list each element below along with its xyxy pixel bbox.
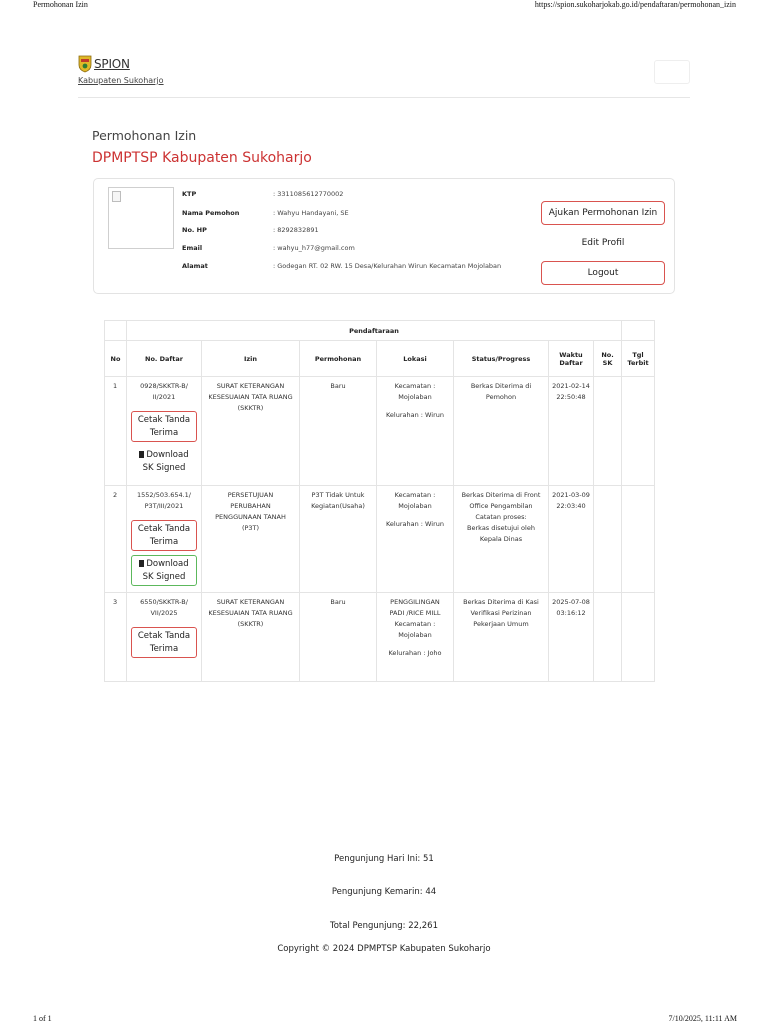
print-page-number: 1 of 1 (33, 1014, 52, 1023)
navbar-toggle-button[interactable] (654, 60, 690, 84)
row-permohonan-cell: Baru (300, 377, 377, 486)
navbar-divider (78, 97, 690, 98)
brand-logo-link[interactable] (78, 55, 164, 85)
column-header-no-daftar: No. Daftar (127, 341, 202, 377)
column-header-permohonan: Permohonan (300, 341, 377, 377)
row-permohonan-cell: Baru (300, 593, 377, 682)
visitors-yesterday: Pengunjung Kemarin: 44 (331, 887, 437, 897)
broken-image-icon (112, 191, 121, 202)
download-sk-button[interactable]: Download SK Signed (131, 555, 197, 586)
row-tgl-terbit-cell (622, 486, 655, 593)
row-no-daftar-cell: 0928/SKKTR-B/ II/2021 Cetak Tanda Terima Download SK Signed (127, 377, 202, 486)
applicant-name-label: Nama Pemohon (182, 209, 240, 217)
print-datetime: 7/10/2025, 11:11 AM (668, 1014, 737, 1023)
ktp-label: KTP (182, 190, 197, 198)
column-header-lokasi: Lokasi (377, 341, 454, 377)
row-status-cell: Berkas Diterima di Kasi Verifikasi Perizinan Pekerjaan Umum (454, 593, 549, 682)
page-title: Permohonan Izin (92, 128, 197, 143)
apply-permit-button[interactable]: Ajukan Permohonan Izin (541, 201, 665, 225)
print-page-title: Permohonan Izin (33, 0, 88, 9)
row-no-sk-cell (594, 486, 622, 593)
sukoharjo-crest-icon (78, 55, 92, 73)
row-no-cell: 3 (105, 593, 127, 682)
logout-button[interactable]: Logout (541, 261, 665, 285)
brand-name: SPION (94, 57, 130, 71)
row-no-daftar-cell: 1552/503.654.1/ P3T/III/2021 Cetak Tanda Terima Download SK Signed (127, 486, 202, 593)
row-izin-cell: SURAT KETERANGAN KESESUAIAN TATA RUANG (SKKTR) (202, 377, 300, 486)
copyright-text: Copyright © 2024 DPMPTSP Kabupaten Sukoharjo (277, 944, 491, 954)
download-sk-button[interactable]: Download SK Signed (131, 446, 197, 477)
table-header-spacer (622, 321, 655, 341)
table-group-header: Pendaftaraan (127, 321, 622, 341)
column-header-waktu-daftar: Waktu Daftar (549, 341, 594, 377)
email-label: Email (182, 244, 203, 252)
column-header-no-sk: No. SK (594, 341, 622, 377)
row-waktu-cell: 2021-02-14 22:50:48 (549, 377, 594, 486)
column-header-tgl-terbit: Tgl Terbit (622, 341, 655, 377)
row-lokasi-cell: Kecamatan : Mojolaban Kelurahan : Wirun (377, 377, 454, 486)
table-row (105, 486, 655, 593)
row-permohonan-cell: P3T Tidak Untuk Kegiatan(Usaha) (300, 486, 377, 593)
ktp-value: : 3311085612770002 (273, 190, 344, 198)
row-lokasi-cell: PENGGILINGAN PADI /RICE MILL Kecamatan : Mojolaban Kelurahan : Joho (377, 593, 454, 682)
row-no-sk-cell (594, 377, 622, 486)
row-waktu-cell: 2021-03-09 22:03:40 (549, 486, 594, 593)
column-header-status: Status/Progress (454, 341, 549, 377)
print-receipt-button[interactable]: Cetak Tanda Terima (131, 520, 197, 551)
email-value: : wahyu_h77@gmail.com (273, 244, 355, 252)
phone-label: No. HP (182, 226, 207, 234)
table-row (105, 377, 655, 486)
print-receipt-button[interactable]: Cetak Tanda Terima (131, 411, 197, 442)
row-status-cell: Berkas Diterima di Front Office Pengambilan Catatan proses: Berkas disetujui oleh Kepala Dinas (454, 486, 549, 593)
visitors-today: Pengunjung Hari Ini: 51 (334, 854, 434, 864)
row-no-sk-cell (594, 593, 622, 682)
visitors-total: Total Pengunjung: 22,261 (329, 921, 438, 931)
table-header-spacer (105, 321, 127, 341)
table-row (105, 593, 655, 682)
row-izin-cell: PERSETUJUAN PERUBAHAN PENGGUNAAN TANAH (P3T) (202, 486, 300, 593)
row-lokasi-cell: Kecamatan : Mojolaban Kelurahan : Wirun (377, 486, 454, 593)
row-no-cell: 2 (105, 486, 127, 593)
applicant-photo (108, 187, 174, 249)
row-tgl-terbit-cell (622, 593, 655, 682)
column-header-izin: Izin (202, 341, 300, 377)
edit-profile-button[interactable]: Edit Profil (581, 238, 625, 248)
registration-table (104, 320, 655, 682)
row-status-cell: Berkas Diterima di Pemohon (454, 377, 549, 486)
row-no-cell: 1 (105, 377, 127, 486)
address-label: Alamat (182, 262, 208, 270)
row-tgl-terbit-cell (622, 377, 655, 486)
print-page-url: https://spion.sukoharjokab.go.id/pendaftaran/permohonan_izin (534, 0, 736, 9)
applicant-name-value: : Wahyu Handayani, SE (273, 209, 349, 217)
column-header-no: No (105, 341, 127, 377)
file-icon (139, 560, 144, 567)
print-receipt-button[interactable]: Cetak Tanda Terima (131, 627, 197, 658)
brand-subtitle: Kabupaten Sukoharjo (78, 76, 164, 85)
row-waktu-cell: 2025-07-08 03:16:12 (549, 593, 594, 682)
row-no-daftar-cell: 6550/SKKTR-B/ VII/2025 Cetak Tanda Terima (127, 593, 202, 682)
phone-value: : 8292832891 (273, 226, 319, 234)
file-icon (139, 451, 144, 458)
address-value: : Godegan RT. 02 RW. 15 Desa/Kelurahan Wirun Kecamatan Mojolaban (273, 262, 502, 270)
page-subtitle: DPMPTSP Kabupaten Sukoharjo (92, 150, 312, 166)
registration-table-container (104, 320, 655, 682)
row-izin-cell: SURAT KETERANGAN KESESUAIAN TATA RUANG (SKKTR) (202, 593, 300, 682)
